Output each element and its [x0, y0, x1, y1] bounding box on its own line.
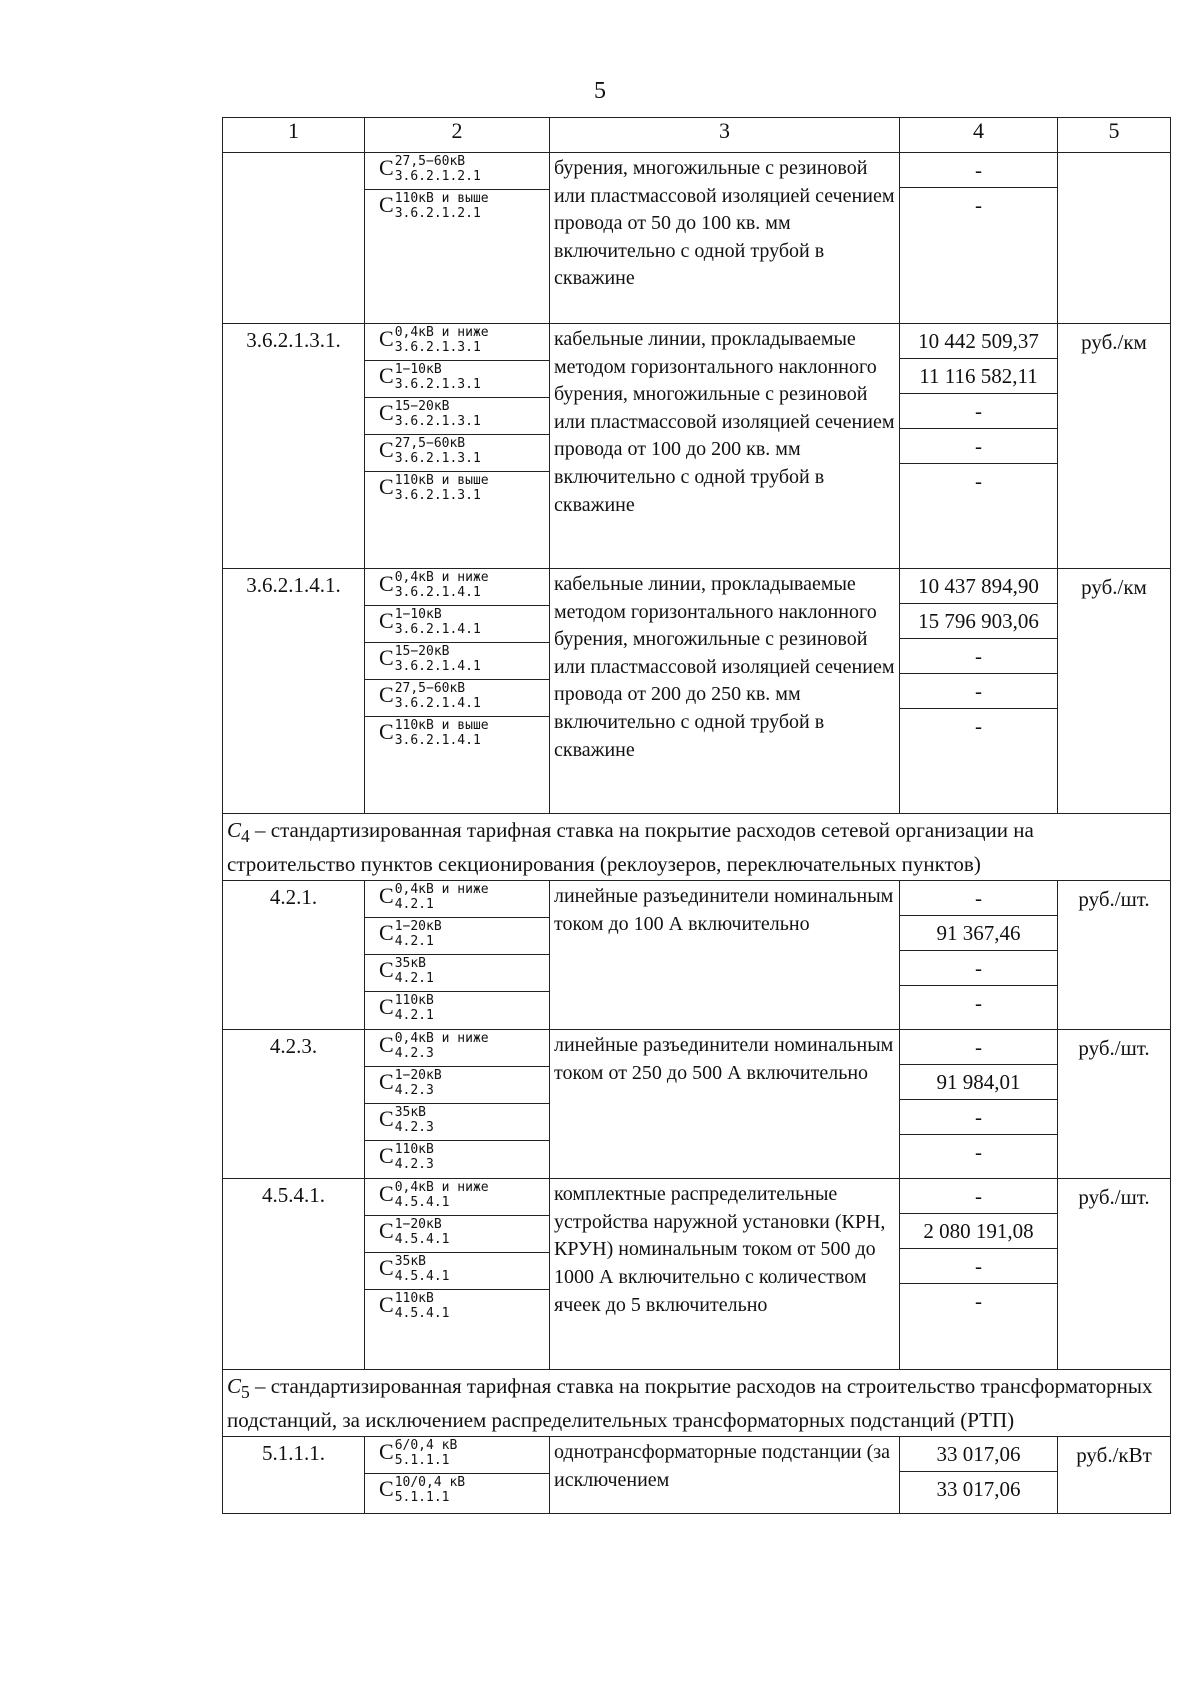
- rate-code: C 1−20кВ 4.2.1: [365, 918, 549, 955]
- rate-codes-cell: [365, 1030, 550, 1179]
- item-number: 5.1.1.1.: [223, 1437, 365, 1514]
- item-number: 3.6.2.1.4.1.: [223, 569, 365, 814]
- rate-value: 10 442 509,37: [900, 324, 1057, 359]
- rate-values-cell: [900, 324, 1058, 569]
- column-header-row: [223, 118, 1171, 153]
- section-row: [223, 1370, 1171, 1437]
- rate-value: -: [975, 1140, 982, 1165]
- section-text: $C_5$ – стандартизированная тарифная ставка на покрытие расходов на строительство трансформаторных подстанций, за исключением распределительных трансформаторных подстанций (РТП): [223, 1370, 1171, 1437]
- rate-code: C 35кВ 4.5.4.1: [365, 1253, 549, 1290]
- rate-code: C 110кВ 4.5.4.1: [379, 1291, 450, 1322]
- rate-values-cell: [900, 569, 1058, 814]
- page-number: 5: [594, 78, 606, 104]
- unit: руб./шт.: [1058, 881, 1171, 1030]
- rate-value: -: [900, 1249, 1057, 1284]
- rate-value: -: [900, 1030, 1057, 1065]
- unit: руб./шт.: [1058, 1179, 1171, 1370]
- item-description: кабельные линии, прокладываемые методом горизонтального наклонного бурения, многожильные с резиновой или пластмассовой изоляцией сечением провода от 100 до 200 кв. мм включительно с одной трубой в скважине: [550, 324, 900, 569]
- rate-code: C 15−20кВ 3.6.2.1.4.1: [365, 643, 549, 680]
- rate-value: -: [900, 153, 1057, 188]
- rate-code: C 0,4кВ и ниже 4.5.4.1: [365, 1179, 549, 1216]
- column-header: 2: [365, 118, 550, 153]
- unit: руб./шт.: [1058, 1030, 1171, 1179]
- table-row: [223, 881, 1171, 1030]
- rate-value: -: [900, 639, 1057, 674]
- table-row: [223, 1437, 1171, 1514]
- section-row: [223, 814, 1171, 881]
- rate-value: 15 796 903,06: [900, 604, 1057, 639]
- item-description: однотрансформаторные подстанции (за исключением: [550, 1437, 900, 1514]
- rate-codes-cell: [365, 153, 550, 324]
- rate-value: -: [975, 193, 982, 217]
- rate-value: -: [900, 1100, 1057, 1135]
- section-text: $C_4$ – стандартизированная тарифная ставка на покрытие расходов сетевой организации на строительство пунктов секционирования (реклоузеров, переключательных пунктов): [223, 814, 1171, 881]
- rate-values-cell: [900, 153, 1058, 324]
- rate-code: C 15−20кВ 3.6.2.1.3.1: [365, 398, 549, 435]
- rate-code: C 110кВ и выше 3.6.2.1.4.1: [379, 718, 489, 748]
- rate-value: -: [900, 881, 1057, 916]
- rate-code: C 27,5−60кВ 3.6.2.1.4.1: [365, 680, 549, 717]
- rate-code: C 110кВ 4.2.3: [379, 1142, 434, 1173]
- rate-code: C 6/0,4 кВ 5.1.1.1: [365, 1437, 549, 1474]
- column-header: 3: [550, 118, 900, 153]
- rate-code: C 35кВ 4.2.3: [365, 1104, 549, 1141]
- rate-code: C 27,5−60кВ 3.6.2.1.2.1: [365, 153, 549, 190]
- item-description: комплектные распределительные устройства наружной установки (КРН, КРУН) номинальным током от 500 до 1000 А включительно с количеством ячеек до 5 включительно: [550, 1179, 900, 1370]
- rate-value: -: [975, 469, 982, 493]
- table-row: [223, 1179, 1171, 1370]
- rate-code: C 0,4кВ и ниже 3.6.2.1.4.1: [365, 569, 549, 606]
- rate-value: 91 367,46: [900, 916, 1057, 951]
- table-row: [223, 1030, 1171, 1179]
- item-number: 4.2.3.: [223, 1030, 365, 1179]
- rate-codes-cell: [365, 1437, 550, 1514]
- rate-code: C 1−10кВ 3.6.2.1.4.1: [365, 606, 549, 643]
- rate-code: C 0,4кВ и ниже 4.2.1: [365, 881, 549, 918]
- table-row: [223, 569, 1171, 814]
- unit: [1058, 153, 1171, 324]
- rate-value: 10 437 894,90: [900, 569, 1057, 604]
- table-row: [223, 324, 1171, 569]
- rate-codes-cell: [365, 569, 550, 814]
- item-description: кабельные линии, прокладываемые методом горизонтального наклонного бурения, многожильные с резиновой или пластмассовой изоляцией сечением провода от 200 до 250 кв. мм включительно с одной трубой в скважине: [550, 569, 900, 814]
- rate-values-cell: [900, 1437, 1058, 1514]
- rate-code: C 35кВ 4.2.1: [365, 955, 549, 992]
- rate-code: C 0,4кВ и ниже 3.6.2.1.3.1: [365, 324, 549, 361]
- rate-value: -: [900, 674, 1057, 709]
- rate-values-cell: [900, 1179, 1058, 1370]
- rate-value: -: [975, 1289, 982, 1314]
- rate-code: C 1−10кВ 3.6.2.1.3.1: [365, 361, 549, 398]
- item-description: бурения, многожильные с резиновой или пластмассовой изоляцией сечением провода от 50 до 100 кв. мм включительно с одной трубой в скважине: [550, 153, 900, 324]
- rate-value: 2 080 191,08: [900, 1214, 1057, 1249]
- rate-value: -: [900, 429, 1057, 464]
- item-description: линейные разъединители номинальным током до 100 А включительно: [550, 881, 900, 1030]
- item-number: 3.6.2.1.3.1.: [223, 324, 365, 569]
- unit: руб./км: [1058, 569, 1171, 814]
- rate-value: -: [975, 714, 982, 738]
- unit: руб./кВт: [1058, 1437, 1171, 1514]
- rate-value: -: [900, 1179, 1057, 1214]
- rate-code: C 110кВ и выше 3.6.2.1.2.1: [379, 191, 489, 221]
- rate-values-cell: [900, 1030, 1058, 1179]
- rate-code: C 110кВ и выше 3.6.2.1.3.1: [379, 473, 489, 503]
- rate-code: C 10/0,4 кВ 5.1.1.1: [379, 1475, 466, 1506]
- column-header: 1: [223, 118, 365, 153]
- item-number: 4.2.1.: [223, 881, 365, 1030]
- item-number: [223, 153, 365, 324]
- rate-value: 33 017,06: [936, 1477, 1021, 1502]
- rate-code: C 27,5−60кВ 3.6.2.1.3.1: [365, 435, 549, 472]
- rate-values-cell: [900, 881, 1058, 1030]
- column-header: 4: [900, 118, 1058, 153]
- unit: руб./км: [1058, 324, 1171, 569]
- rate-value: 91 984,01: [900, 1065, 1057, 1100]
- rate-code: C 110кВ 4.2.1: [379, 993, 434, 1024]
- rate-value: -: [900, 394, 1057, 429]
- rate-code: C 1−20кВ 4.2.3: [365, 1067, 549, 1104]
- item-description: линейные разъединители номинальным током от 250 до 500 А включительно: [550, 1030, 900, 1179]
- table-row: [223, 153, 1171, 324]
- rate-codes-cell: [365, 881, 550, 1030]
- rate-code: C 0,4кВ и ниже 4.2.3: [365, 1030, 549, 1067]
- rate-codes-cell: [365, 324, 550, 569]
- tariff-table: [222, 117, 1171, 1514]
- rate-value: -: [975, 991, 982, 1016]
- rate-value: -: [900, 951, 1057, 986]
- rate-codes-cell: [365, 1179, 550, 1370]
- rate-value: 11 116 582,11: [900, 359, 1057, 394]
- column-header: 5: [1058, 118, 1171, 153]
- rate-code: C 1−20кВ 4.5.4.1: [365, 1216, 549, 1253]
- rate-value: 33 017,06: [900, 1437, 1057, 1472]
- item-number: 4.5.4.1.: [223, 1179, 365, 1370]
